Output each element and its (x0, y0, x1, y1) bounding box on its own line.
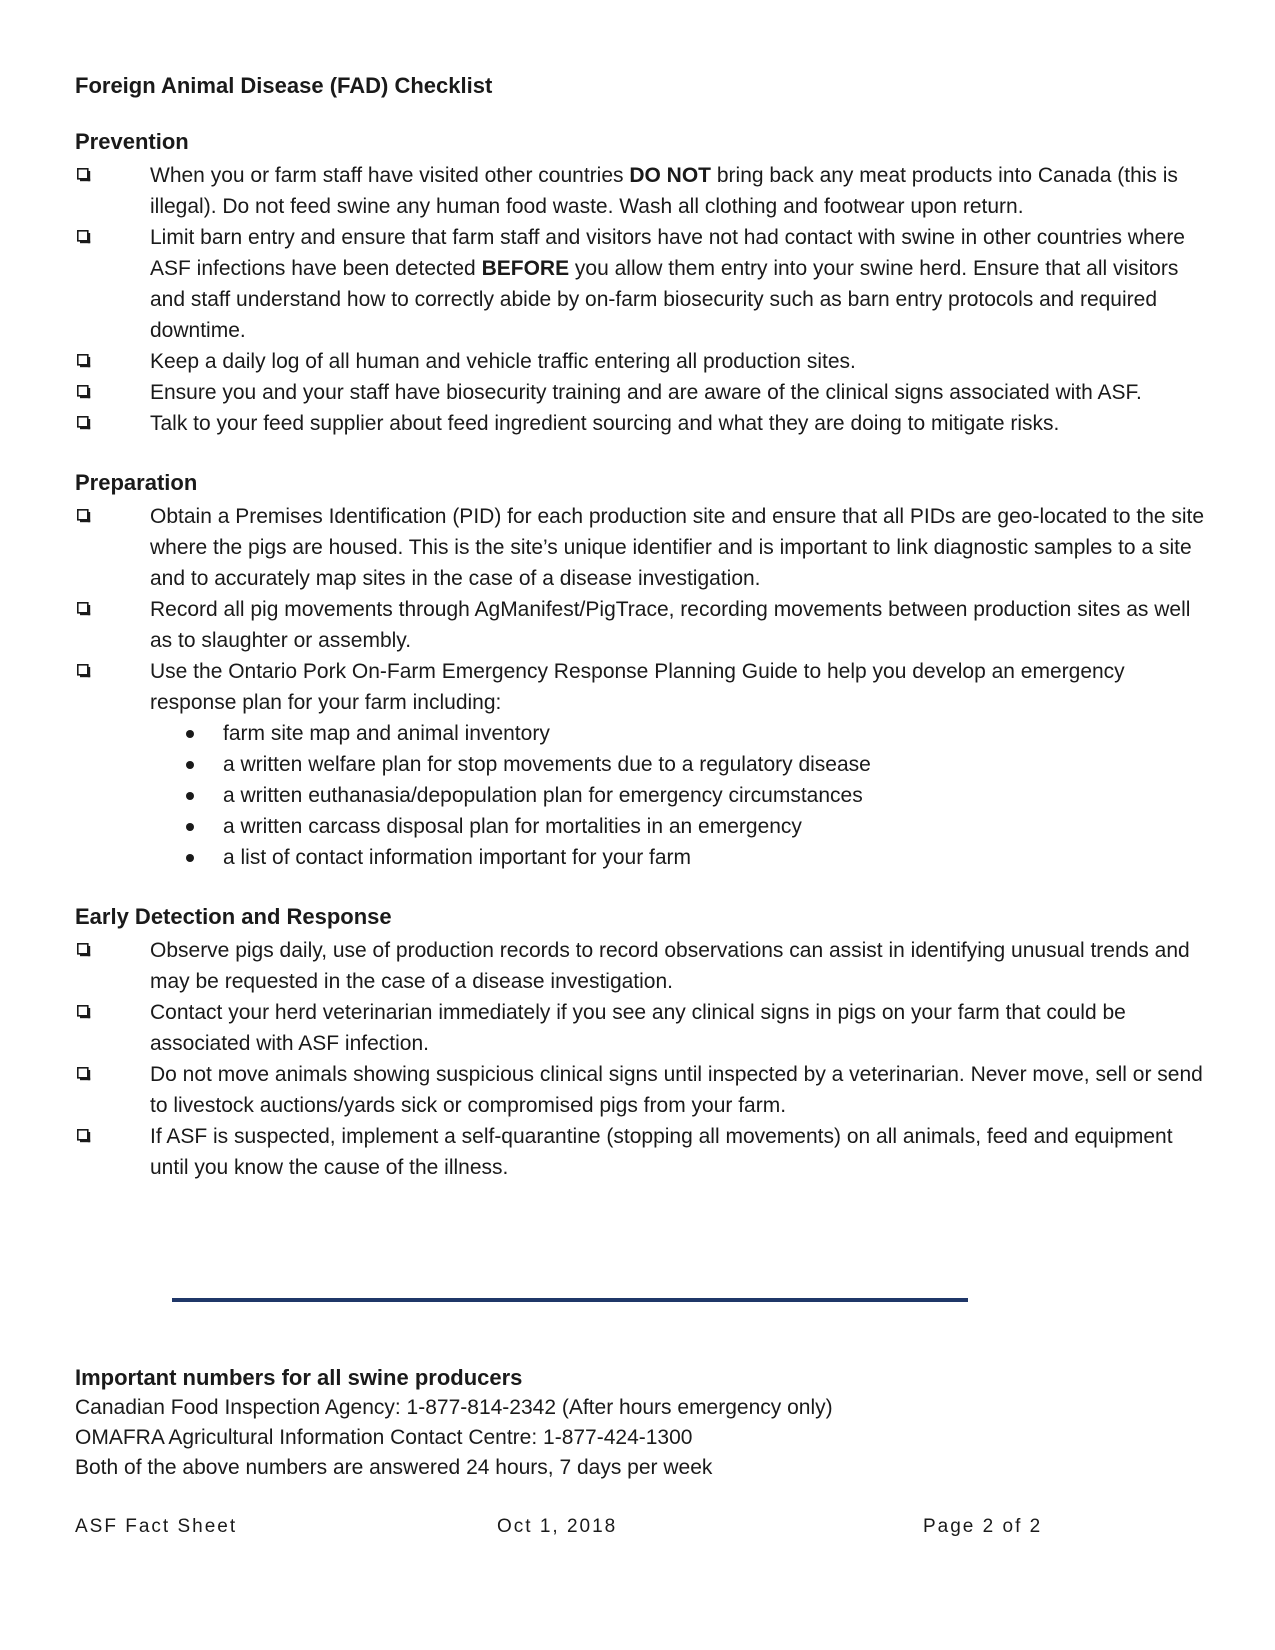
item-text: Contact your herd veterinarian immediately if you see any clinical signs in pigs on your farm that could be associated with ASF infection. (150, 1001, 1126, 1055)
checkbox-icon (77, 385, 91, 399)
item-text: bring back any meat products into Canada (this is illegal). Do not feed swine any human food waste. Wash all clothing and footwear upon return. (150, 164, 1178, 218)
item-text: Observe pigs daily, use of production records to record observations can assist in identifying unusual trends and may be requested in the case of a disease investigation. (150, 939, 1190, 993)
checkbox-icon (77, 416, 91, 430)
item-text: When you or farm staff have visited other countries (150, 164, 630, 187)
list-item (150, 718, 1205, 749)
checkbox-icon (77, 1005, 91, 1019)
section-heading-preparation: Preparation (75, 470, 198, 495)
checklist-item (75, 1121, 1205, 1183)
item-text: Talk to your feed supplier about feed ingredient sourcing and what they are doing to mitigate risks. (150, 412, 1060, 435)
list-item-text: farm site map and animal inventory (223, 722, 550, 745)
checkbox-icon (77, 168, 91, 182)
checklist-item (75, 997, 1205, 1059)
bullet-icon (186, 730, 194, 738)
footer-date: Oct 1, 2018 (497, 1516, 618, 1537)
section-heading-early-detection: Early Detection and Response (75, 904, 392, 929)
contact-line-omafra: OMAFRA Agricultural Information Contact Centre: 1-877-424-1300 (75, 1426, 693, 1449)
bullet-icon (186, 761, 194, 769)
item-text: Do not move animals showing suspicious clinical signs until inspected by a veterinarian. Never move, sell or send to livestock auctions/yards sick or compromised pigs from your farm. (150, 1063, 1203, 1117)
contact-line-cfia: Canadian Food Inspection Agency: 1-877-814-2342 (After hours emergency only) (75, 1396, 833, 1419)
checklist-item (75, 656, 1205, 718)
checkbox-icon (77, 943, 91, 957)
important-numbers (75, 1363, 1175, 1483)
bullet-icon (186, 854, 194, 862)
list-item-text: a written carcass disposal plan for mortalities in an emergency (223, 815, 802, 838)
list-item-text: a written welfare plan for stop movements due to a regulatory disease (223, 753, 871, 776)
list-item (150, 780, 1205, 811)
item-text: If ASF is suspected, implement a self-quarantine (stopping all movements) on all animals, feed and equipment until you know the cause of the illness. (150, 1125, 1173, 1179)
section-divider (172, 1298, 968, 1302)
checklist-item (75, 377, 1205, 408)
checkbox-icon (77, 509, 91, 523)
section-heading-prevention: Prevention (75, 129, 189, 154)
bullet-list (75, 718, 1205, 873)
item-text: Ensure you and your staff have biosecurity training and are aware of the clinical signs associated with ASF. (150, 381, 1142, 404)
checklist-item (75, 160, 1205, 222)
checkbox-icon (77, 354, 91, 368)
checkbox-icon (77, 602, 91, 616)
list-item-text: a written euthanasia/depopulation plan for emergency circumstances (223, 784, 863, 807)
checklist-item (75, 1059, 1205, 1121)
important-numbers-heading: Important numbers for all swine producers (75, 1365, 523, 1390)
checklist-item (75, 501, 1205, 594)
checkbox-icon (77, 1067, 91, 1081)
bullet-icon (186, 792, 194, 800)
item-text: Obtain a Premises Identification (PID) for each production site and ensure that all PIDs are geo-located to the site where the pigs are housed. This is the site’s unique identifier and is important to link diagnostic samples to a site and to accurately map sites in the case of a disease investigation. (150, 505, 1205, 590)
document-page (75, 72, 1205, 1213)
item-text: Limit barn entry and ensure that farm staff and visitors have not had contact with swine in other countries where ASF infections have been detected (150, 226, 1185, 280)
item-text: Use the Ontario Pork On-Farm Emergency Response Planning Guide to help you develop an emergency response plan for your farm including: (150, 660, 1125, 714)
list-item (150, 749, 1205, 780)
list-item-text: a list of contact information important for your farm (223, 846, 692, 869)
item-emphasis: DO NOT (629, 164, 712, 187)
list-item (150, 811, 1205, 842)
section-prevention (75, 128, 1205, 439)
checklist-item (75, 222, 1205, 346)
contact-hours-note: Both of the above numbers are answered 24 hours, 7 days per week (75, 1456, 713, 1479)
checklist-item (75, 594, 1205, 656)
footer-document-name: ASF Fact Sheet (75, 1516, 238, 1537)
checkbox-icon (77, 230, 91, 244)
checklist-item (75, 408, 1205, 439)
checklist-item (75, 346, 1205, 377)
item-text: Keep a daily log of all human and vehicle traffic entering all production sites. (150, 350, 856, 373)
list-item (150, 842, 1205, 873)
footer-page-number: Page 2 of 2 (923, 1516, 1043, 1537)
item-text: Record all pig movements through AgManifest/PigTrace, recording movements between production sites as well as to slaughter or assembly. (150, 598, 1191, 652)
checkbox-icon (77, 1129, 91, 1143)
item-text: you allow them entry into your swine herd. Ensure that all visitors and staff understand how to correctly abide by on-farm biosecurity such as barn entry protocols and required downtime. (150, 257, 1179, 342)
checkbox-icon (77, 664, 91, 678)
checklist-item (75, 935, 1205, 997)
section-preparation (75, 469, 1205, 873)
bullet-icon (186, 823, 194, 831)
document-title: Foreign Animal Disease (FAD) Checklist (75, 73, 493, 98)
section-early-detection (75, 903, 1205, 1183)
item-emphasis: BEFORE (481, 257, 570, 280)
